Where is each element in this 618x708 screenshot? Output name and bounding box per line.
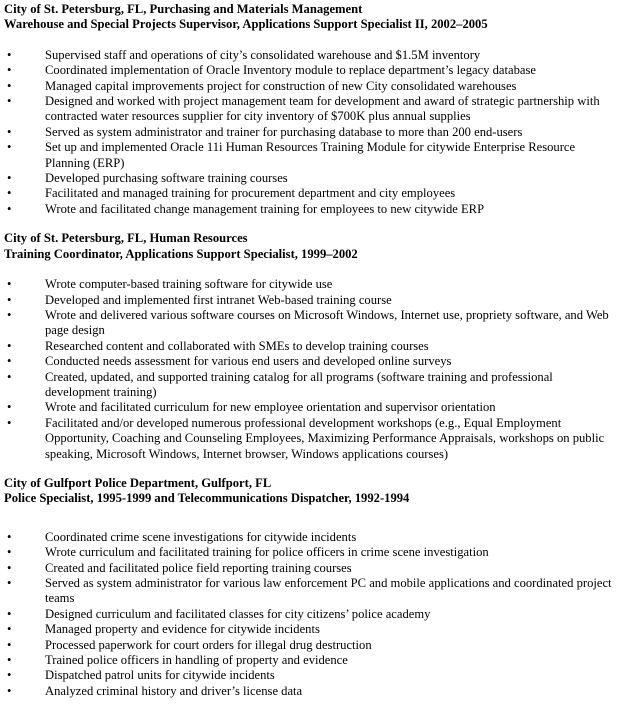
bullet-icon: • [7,63,12,78]
employer-heading: City of Gulfport Police Department, Gulfport, FL [4,475,272,490]
list-item [4,653,618,668]
bullet-list [4,277,618,462]
bullet-icon: • [7,606,12,621]
bullet-list [4,530,618,699]
list-item-text: Managed property and evidence for citywide incidents [45,622,320,637]
list-item [4,545,618,560]
list-item-text: Created and facilitated police field reporting training courses [45,560,352,575]
bullet-icon: • [7,277,12,292]
list-item [4,186,618,201]
list-item [4,561,618,576]
list-item-text: Facilitated and/or developed numerous professional development workshops (e.g., Equal Employment Opportunity, Coaching and Counseling Employees, Maximizing Performance Appraisals, workshops on public speaking, Microsoft Windows, Internet browser, Windows applications courses) [45,415,605,461]
bullet-icon: • [7,124,12,139]
list-item-text: Facilitated and managed training for procurement department and city employees [45,186,456,201]
bullet-icon: • [7,201,12,216]
list-item [4,530,618,545]
list-item [4,125,618,140]
bullet-icon: • [7,415,12,430]
list-item-text: Developed and implemented first intranet Web-based training course [45,292,392,307]
bullet-icon: • [7,171,12,186]
bullet-icon: • [7,653,12,668]
list-item [4,354,618,369]
job-section-purchasing [4,2,618,217]
list-item-text: Wrote and facilitated change management training for employees to new citywide ERP [45,201,485,216]
bullet-icon: • [7,140,12,155]
list-item-text: Served as system administrator and trainer for purchasing database to more than 200 end-users [45,124,523,139]
list-item [4,638,618,653]
bullet-icon: • [7,78,12,93]
list-item [4,79,618,94]
list-item [4,202,618,217]
bullet-icon: • [7,622,12,637]
list-item-text: Coordinated crime scene investigations for citywide incidents [45,529,357,544]
job-title-heading: Warehouse and Special Projects Supervisor, Applications Support Specialist II, 2002–2005 [4,17,488,32]
list-item [4,308,618,339]
bullet-icon: • [7,637,12,652]
list-item [4,63,618,78]
job-section-human-resources [4,231,618,462]
bullet-icon: • [7,186,12,201]
list-item-text: Wrote curriculum and facilitated training for police officers in crime scene investigation [45,545,489,560]
list-item [4,339,618,354]
bullet-icon: • [7,683,12,698]
bullet-icon: • [7,560,12,575]
list-item-text: Analyzed criminal history and driver’s license data [45,683,303,698]
employer-heading: City of St. Petersburg, FL, Human Resources [4,231,248,246]
bullet-icon: • [7,668,12,683]
list-item-text: Developed purchasing software training courses [45,171,288,186]
bullet-list [4,48,618,217]
bullet-icon: • [7,400,12,415]
list-item [4,622,618,637]
list-item-text: Created, updated, and supported training catalog for all programs (software training and professional development training) [45,369,553,399]
list-item [4,48,618,63]
list-item [4,684,618,699]
bullet-icon: • [7,545,12,560]
list-item [4,293,618,308]
bullet-icon: • [7,576,12,590]
list-item [4,94,618,125]
bullet-icon: • [7,292,12,307]
list-item [4,370,618,401]
list-item-text: Conducted needs assessment for various end users and developed online surveys [45,354,452,369]
list-item [4,277,618,292]
list-item-text: Wrote computer-based training software for citywide use [45,277,333,292]
employer-heading: City of St. Petersburg, FL, Purchasing and Materials Management [4,2,363,16]
job-title-heading: Training Coordinator, Applications Support Specialist, 1999–2002 [4,246,358,261]
list-item [4,140,618,171]
list-item [4,576,618,607]
list-item-text: Trained police officers in handling of property and evidence [45,653,348,668]
list-item-text: Processed paperwork for court orders for illegal drug destruction [45,637,372,652]
list-item [4,607,618,622]
list-item-text: Served as system administrator for various law enforcement PC and mobile applications and coordinated project teams [45,576,612,606]
job-title-heading: Police Specialist, 1995-1999 and Telecommunications Dispatcher, 1992-1994 [4,491,410,506]
bullet-icon: • [7,94,12,109]
list-item-text: Designed curriculum and facilitated classes for city citizens’ police academy [45,606,431,621]
bullet-icon: • [7,47,12,62]
bullet-icon: • [7,529,12,544]
list-item-text: Supervised staff and operations of city’s consolidated warehouse and $1.5M inventory [45,47,481,62]
list-item-text: Dispatched patrol units for citywide incidents [45,668,275,683]
list-item-text: Designed and worked with project management team for development and award of strategic partnership with contracted water resources supplier for city inventory of $700K plus annual supplies [45,94,600,124]
list-item-text: Researched content and collaborated with SMEs to develop training courses [45,338,429,353]
list-item-text: Wrote and facilitated curriculum for new employee orientation and supervisor orientation [45,400,496,415]
job-section-police [4,476,618,699]
list-item-text: Managed capital improvements project for construction of new City consolidated warehouses [45,78,517,93]
bullet-icon: • [7,369,12,384]
list-item [4,400,618,415]
list-item-text: Wrote and delivered various software courses on Microsoft Windows, Internet use, propriety software, and Web page design [45,307,609,338]
list-item [4,416,618,462]
list-item [4,171,618,186]
list-item-text: Set up and implemented Oracle 11i Human Resources Training Module for citywide Enterprise Resource Planning (ERP) [45,140,576,170]
bullet-icon: • [7,307,12,322]
list-item [4,668,618,683]
bullet-icon: • [7,354,12,369]
bullet-icon: • [7,338,12,353]
list-item-text: Coordinated implementation of Oracle Inventory module to replace department’s legacy database [45,63,536,78]
